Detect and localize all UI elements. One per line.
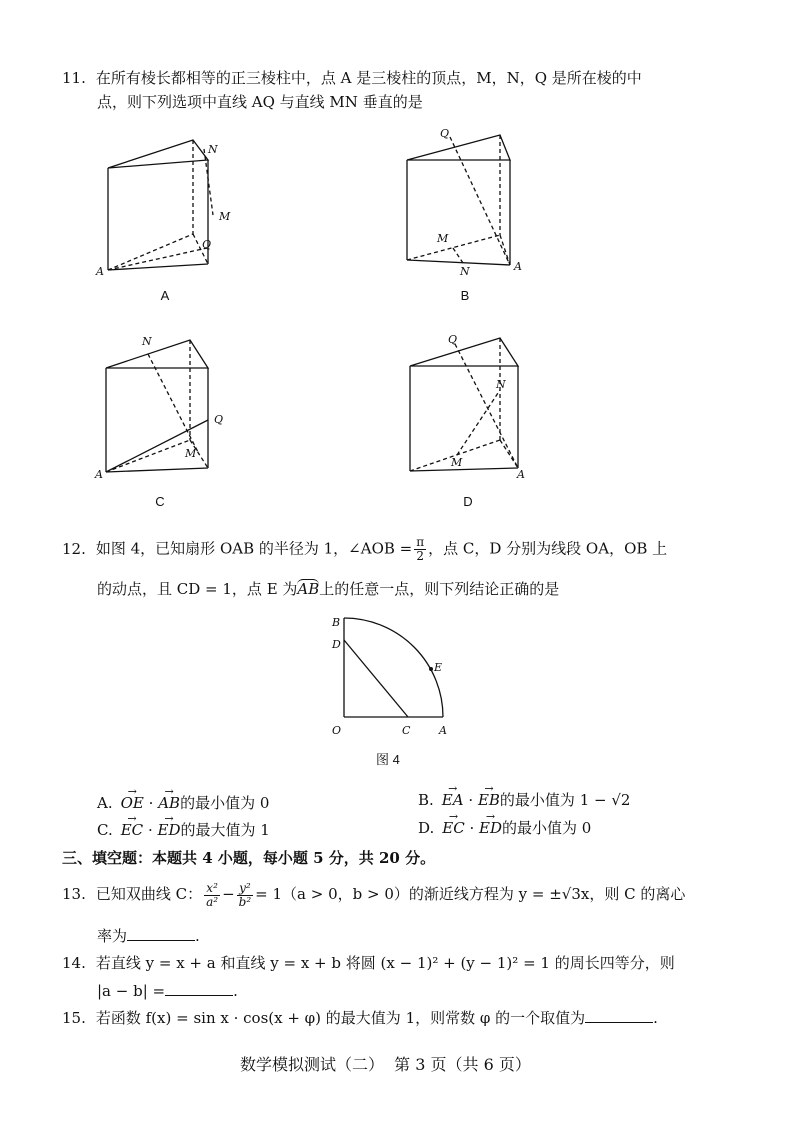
figure-4-sector [328,612,458,742]
q12-line2 [97,579,559,599]
q12-fraction [414,536,426,563]
q12-option-d [418,818,591,838]
q11-text-1: 在所有棱长都相等的正三棱柱中，点 A 是三棱柱的顶点，M，N，Q 是所在棱的中 [95,69,642,87]
option-b-text: 的最小值为 1 − √2 [499,791,631,809]
q14-line1 [62,953,675,973]
fig4-label-e: E [434,661,443,674]
figure-c-label-n: N [142,335,152,348]
fig4-label-a: A [439,724,447,737]
section-3-heading: 三、填空题：本题共 4 小题，每小题 5 分，共 20 分。 [62,849,436,867]
option-b-letter: B. [418,791,434,809]
q14-line2 [97,981,238,1001]
q13-f2-den: b² [238,894,252,909]
q13-answer-blank[interactable] [127,926,195,941]
q15-line1 [62,1008,658,1028]
fig4-label-o: O [332,724,342,737]
q13-text-2: 率为 [97,927,128,945]
fig4-label-d: D [332,638,341,651]
figure-c-caption: C [155,494,165,509]
figure-c-label-m: M [185,447,197,460]
figure-a-label-q: Q [202,238,212,251]
figure-d-label-q: Q [448,333,458,346]
figure-b-label-n: N [460,265,470,278]
option-c-text: 的最大值为 1 [180,821,270,839]
q12-arc: AB [297,580,320,598]
q15-answer-blank[interactable] [585,1008,653,1023]
figure-b-label-q: Q [440,127,450,140]
q13-line1 [62,880,685,909]
figure-a [92,130,252,280]
q12-frac-den: 2 [416,549,424,563]
figure-d-label-a: A [517,468,525,481]
option-c-vec1: → EC [121,820,143,840]
figure-c-label-q: Q [214,413,224,426]
figure-d-label-m: M [451,456,463,469]
q13-line2 [97,926,200,946]
option-c-letter: C. [97,821,113,839]
q13-frac-x [204,882,220,909]
option-b-dot: · [468,791,474,809]
option-a-dot: · [148,794,154,812]
q14-text-2: |a − b| = [97,982,166,1000]
figure-b-caption: B [460,288,470,303]
option-d-dot: · [469,819,475,837]
q11-number: 11. [62,69,86,87]
figure-4-caption: 图 4 [376,752,400,767]
fig4-label-b: B [332,616,341,629]
option-d-vec2: → ED [479,818,502,838]
q12-line1 [62,536,667,563]
figure-c [92,330,242,485]
option-d-letter: D. [418,819,435,837]
figure-d-label-n: N [496,378,506,391]
q14-text-1: 若直线 y = x + a 和直线 y = x + b 将圆 (x − 1)² + (y − 1)² = 1 的周长四等分，则 [95,954,675,972]
q14-end: . [233,982,238,1000]
q14-answer-blank[interactable] [165,981,233,996]
q13-rest: = 1（a > 0，b > 0）的渐近线方程为 y = ±√3x，则 C 的离心 [255,885,686,903]
q12-number: 12. [62,539,86,558]
figure-b-label-a: A [514,260,522,273]
q14-number: 14. [62,954,86,972]
figure-a-label-m: M [219,210,231,223]
q11-line2 [97,92,423,112]
option-a-text: 的最小值为 0 [180,794,270,812]
q13-f1-num: x² [204,882,220,896]
option-b-vec2: → EB [478,790,500,810]
q13-f1-den: a² [206,894,219,909]
figure-d-caption: D [463,494,473,509]
q12-text-1b: ，点 C，D 分别为线段 OA，OB 上 [428,539,668,558]
figure-a-caption: A [160,288,170,303]
q13-prefix: 已知双曲线 C： [95,885,203,903]
figure-b-label-m: M [437,232,449,245]
q13-f2-num: y² [237,882,254,896]
q11-line1 [62,68,642,88]
figure-a-label-a: A [96,265,104,278]
figure-d [403,328,543,483]
option-b-vec1: → EA [442,790,464,810]
option-a-vec1: → OE [121,793,144,813]
option-a-vec2: → AB [158,793,180,813]
q13-frac-y [237,882,254,909]
figure-a-label-n: N [208,143,218,156]
figure-c-label-a: A [95,468,103,481]
q13-end: . [195,927,200,945]
q12-option-c [97,820,270,840]
q13-minus: − [222,885,235,903]
q15-text-1: 若函数 f(x) = sin x · cos(x + φ) 的最大值为 1，则常数 φ 的一个取值为 [95,1009,586,1027]
option-c-dot: · [147,821,153,839]
q15-number: 15. [62,1009,86,1027]
option-d-text: 的最小值为 0 [502,819,592,837]
option-d-vec1: → EC [442,818,464,838]
option-c-vec2: → ED [158,820,181,840]
option-a-letter: A. [97,794,113,812]
q13-number: 13. [62,885,86,903]
q12-frac-num: π [416,535,425,549]
q12-text-1a: 如图 4，已知扇形 OAB 的半径为 1，∠AOB = [95,539,413,558]
fig4-label-c: C [402,724,411,737]
figure-b [400,125,540,280]
q15-end: . [653,1009,658,1027]
q11-text-2: 点，则下列选项中直线 AQ 与直线 MN 垂直的是 [97,93,423,111]
page-footer: 数学模拟测试（二） 第 3 页（共 6 页） [240,1055,531,1074]
q12-text-2a: 的动点，且 CD = 1，点 E 为 [97,580,298,598]
q12-text-2b: 上的任意一点，则下列结论正确的是 [319,580,560,598]
